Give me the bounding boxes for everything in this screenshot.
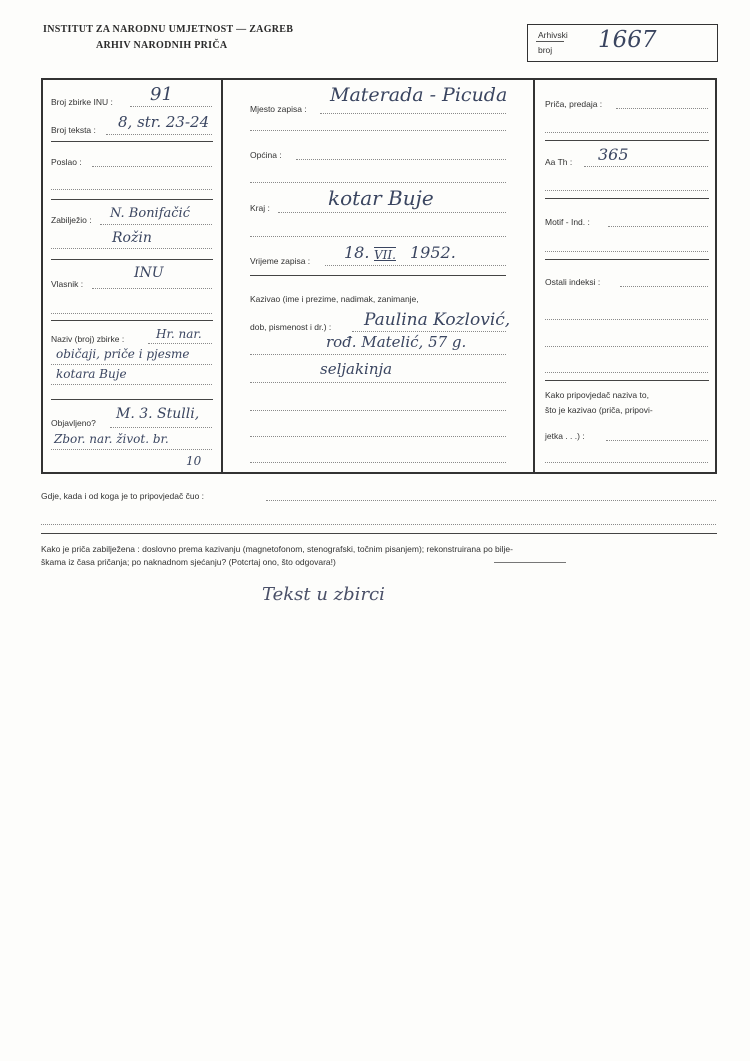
archive-number-divider (536, 41, 564, 42)
footer-rule (41, 533, 717, 534)
collection-name-line-3 (51, 384, 212, 385)
place-value: Materada - Picuda (330, 84, 508, 106)
recording-method-underline (494, 562, 566, 563)
collection-number-line (130, 106, 212, 107)
source-line-2 (41, 524, 716, 525)
aath-line-2 (545, 190, 708, 191)
owner-value: INU (134, 265, 164, 281)
date-value-year: 1952. (410, 243, 456, 262)
narrator-term-label-3: jetka . . .) : (545, 431, 585, 441)
date-line (325, 265, 506, 266)
column-divider-right (533, 78, 535, 474)
narrator-line (352, 331, 506, 332)
narrator-line-3 (250, 382, 506, 383)
narrator-line-4 (250, 410, 506, 411)
recorder-line-2 (51, 248, 212, 249)
published-label: Objavljeno? (51, 418, 96, 428)
collection-name-value-2: običaji, priče i pjesme (56, 347, 190, 361)
region-value: kotar Buje (328, 186, 434, 210)
owner-line-2 (51, 313, 212, 314)
left-section-rule-3 (51, 259, 213, 260)
right-section-rule-2 (545, 198, 709, 199)
aath-value: 365 (598, 145, 629, 164)
narrator-value-3: seljakinja (320, 360, 393, 378)
recorder-value-2: Rožin (112, 230, 152, 246)
owner-line (92, 288, 212, 289)
municipality-line-2 (250, 182, 506, 183)
sender-line-2 (51, 189, 212, 190)
place-line (320, 113, 506, 114)
region-line (278, 212, 506, 213)
narrator-value-1: Paulina Kozlović, (364, 310, 511, 330)
owner-label: Vlasnik : (51, 279, 84, 289)
place-line-2 (250, 130, 506, 131)
archive-number-label-2: broj (538, 45, 553, 55)
text-number-value: 8, str. 23-24 (118, 113, 210, 131)
other-indexes-line-3 (545, 346, 708, 347)
narrator-label-1: Kazivao (ime i prezime, nadimak, zanimanje, (250, 294, 419, 304)
collection-name-value-3: kotara Buje (56, 367, 127, 381)
motif-index-label: Motif - Ind. : (545, 217, 590, 227)
narrator-term-label-2: što je kazivao (priča, pripovi- (545, 405, 653, 415)
narrator-term-line (606, 440, 708, 441)
collection-number-label: Broj zbirke INU : (51, 97, 113, 107)
source-label: Gdje, kada i od koga je to pripovjedač čuo : (41, 491, 205, 501)
right-section-rule-4 (545, 380, 709, 381)
archive-number-value: 1667 (598, 27, 657, 53)
recording-method-line-2: škama iz časa pričanja; po naknadnom sjećanju? (Potcrtaj ono, što odgovara!) (41, 557, 336, 567)
other-indexes-label: Ostali indeksi : (545, 277, 601, 287)
archive-title: ARHIV NARODNIH PRIČA (96, 40, 228, 51)
other-indexes-line-4 (545, 372, 708, 373)
narrator-line-5 (250, 436, 506, 437)
recorder-value-1: N. Bonifačić (110, 206, 190, 221)
left-section-rule-4 (51, 320, 213, 321)
municipality-line (296, 159, 506, 160)
narrator-term-label-1: Kako pripovjedač naziva to, (545, 390, 649, 400)
aath-label: Aa Th : (545, 157, 573, 167)
published-line (110, 427, 212, 428)
right-section-rule-3 (545, 259, 709, 260)
handwritten-note: Tekst u zbirci (262, 584, 385, 605)
municipality-label: Općina : (250, 150, 282, 160)
collection-number-value: 91 (150, 84, 173, 105)
left-section-rule-1 (51, 141, 213, 142)
motif-index-line-2 (545, 251, 708, 252)
collection-name-value-1: Hr. nar. (156, 327, 202, 341)
date-label: Vrijeme zapisa : (250, 256, 311, 266)
archive-number-label-1: Arhivski (538, 30, 568, 40)
narrator-label-2: dob, pismenost i dr.) : (250, 322, 332, 332)
narrator-line-6 (250, 462, 506, 463)
left-section-rule-2 (51, 199, 213, 200)
published-value-3: 10 (186, 454, 202, 468)
sender-line (92, 166, 212, 167)
narrator-term-line-2 (545, 462, 708, 463)
collection-name-label: Naziv (broj) zbirke : (51, 334, 125, 344)
region-label: Kraj : (250, 203, 270, 213)
sender-label: Poslao : (51, 157, 82, 167)
institute-title: INSTITUT ZA NARODNU UMJETNOST — ZAGREB (43, 24, 294, 35)
text-number-label: Broj teksta : (51, 125, 96, 135)
column-divider-left (221, 78, 223, 474)
aath-line (584, 166, 708, 167)
region-line-2 (250, 236, 506, 237)
narrator-value-2: rođ. Matelić, 57 g. (326, 333, 467, 351)
story-type-line-2 (545, 132, 708, 133)
middle-section-rule (250, 275, 506, 276)
collection-name-line (148, 343, 212, 344)
date-value-month: VII. (374, 248, 396, 262)
story-type-label: Priča, predaja : (545, 99, 603, 109)
published-value-1: M. 3. Stulli, (116, 406, 200, 422)
published-value-2: Zbor. nar. život. br. (54, 432, 169, 446)
recorder-line (100, 224, 212, 225)
left-section-rule-5 (51, 399, 213, 400)
recorder-label: Zabilježio : (51, 215, 92, 225)
story-type-line (616, 108, 708, 109)
right-section-rule-1 (545, 140, 709, 141)
date-value-day: 18. (344, 243, 370, 262)
collection-name-line-2 (51, 364, 212, 365)
published-line-2 (51, 449, 212, 450)
place-label: Mjesto zapisa : (250, 104, 307, 114)
other-indexes-line (620, 286, 708, 287)
motif-index-line (608, 226, 708, 227)
narrator-line-2 (250, 354, 506, 355)
other-indexes-line-2 (545, 319, 708, 320)
archive-number-box (527, 24, 718, 62)
text-number-line (106, 134, 212, 135)
recording-method-line-1: Kako je priča zabilježena : doslovno prema kazivanju (magnetofonom, stenografski, točnim pisanjem); rekonstruirana po bilje- (41, 544, 513, 554)
source-line (266, 500, 716, 501)
